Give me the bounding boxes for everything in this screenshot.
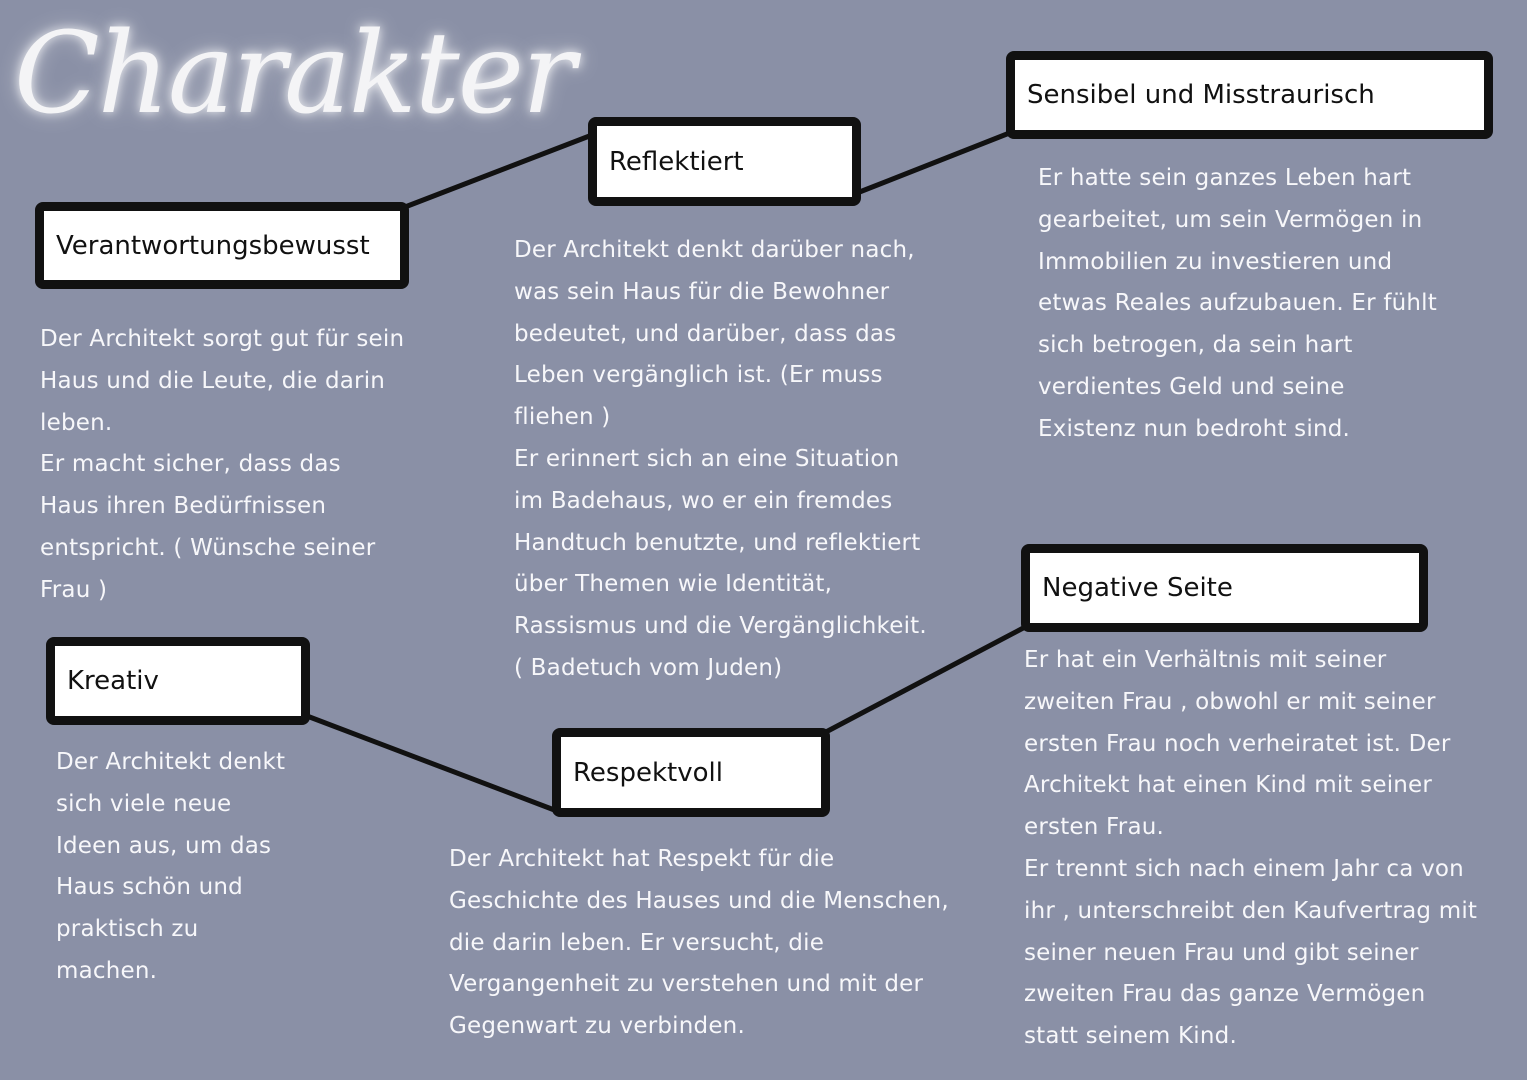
trait-text-respektvoll: Der Architekt hat Respekt für die Geschichte des Hauses und die Menschen, die darin leben. Er versucht, die Vergangenheit zu verstehen und mit der Gegenwart zu verbinden.: [449, 846, 949, 1040]
trait-box-respektvoll: [552, 728, 830, 817]
page-title: Charakter: [14, 9, 574, 139]
trait-label-kreativ: Kreativ: [67, 666, 159, 696]
connector-reflektiert-sensibel: [857, 132, 1012, 193]
trait-box-sensibel-misstraurisch: [1006, 51, 1493, 139]
trait-text-negative-seite: Er hat ein Verhältnis mit seiner zweiten Frau , obwohl er mit seiner ersten Frau noch verheiratet ist. Der Architekt hat einen Kind mit seiner ersten Frau. Er trennt sich nach einem Jahr ca von ihr , unterschreibt den Kaufvertrag mit seiner neuen Frau und gibt seiner zweiten Frau das ganze Vermögen statt seinem Kind.: [1024, 647, 1478, 1050]
trait-label-sensibel-misstraurisch: Sensibel und Misstraurisch: [1027, 80, 1375, 110]
trait-label-reflektiert: Reflektiert: [609, 146, 744, 177]
trait-box-negative-seite: [1021, 544, 1428, 632]
trait-label-negative-seite: Negative Seite: [1042, 573, 1233, 603]
trait-box-reflektiert: [588, 117, 861, 206]
trait-label-respektvoll: Respektvoll: [573, 757, 723, 788]
trait-label-verantwortungsbewusst: Verantwortungsbewusst: [56, 230, 370, 261]
trait-text-kreativ: Der Architekt denkt sich viele neue Ideen aus, um das Haus schön und praktisch zu machen.: [56, 749, 286, 984]
connector-verantwortung-reflektiert: [405, 135, 592, 207]
trait-text-sensibel-misstraurisch: Er hatte sein ganzes Leben hart gearbeitet, um sein Vermögen in Immobilien zu investieren und etwas Reales aufzubauen. Er fühlt sich betrogen, da sein hart verdientes Geld und seine Existenz nun bedroht sind.: [1038, 165, 1437, 442]
trait-text-reflektiert: Der Architekt denkt darüber nach, was sein Haus für die Bewohner bedeutet, und darüber, dass das Leben vergänglich ist. (Er muss fliehen ) Er erinnert sich an eine Situation im Badehaus, wo er ein fremdes Handtuch benutzte, und reflektiert über Themen wie Identität, Rassismus und die Vergänglichkeit. ( Badetuch vom Juden): [514, 237, 927, 681]
trait-text-verantwortungsbewusst: Der Architekt sorgt gut für sein Haus und die Leute, die darin leben. Er macht sicher, dass das Haus ihren Bedürfnissen entspricht. ( Wünsche seiner Frau ): [40, 326, 405, 603]
trait-box-kreativ: [46, 637, 310, 725]
trait-box-verantwortungsbewusst: [35, 202, 409, 289]
